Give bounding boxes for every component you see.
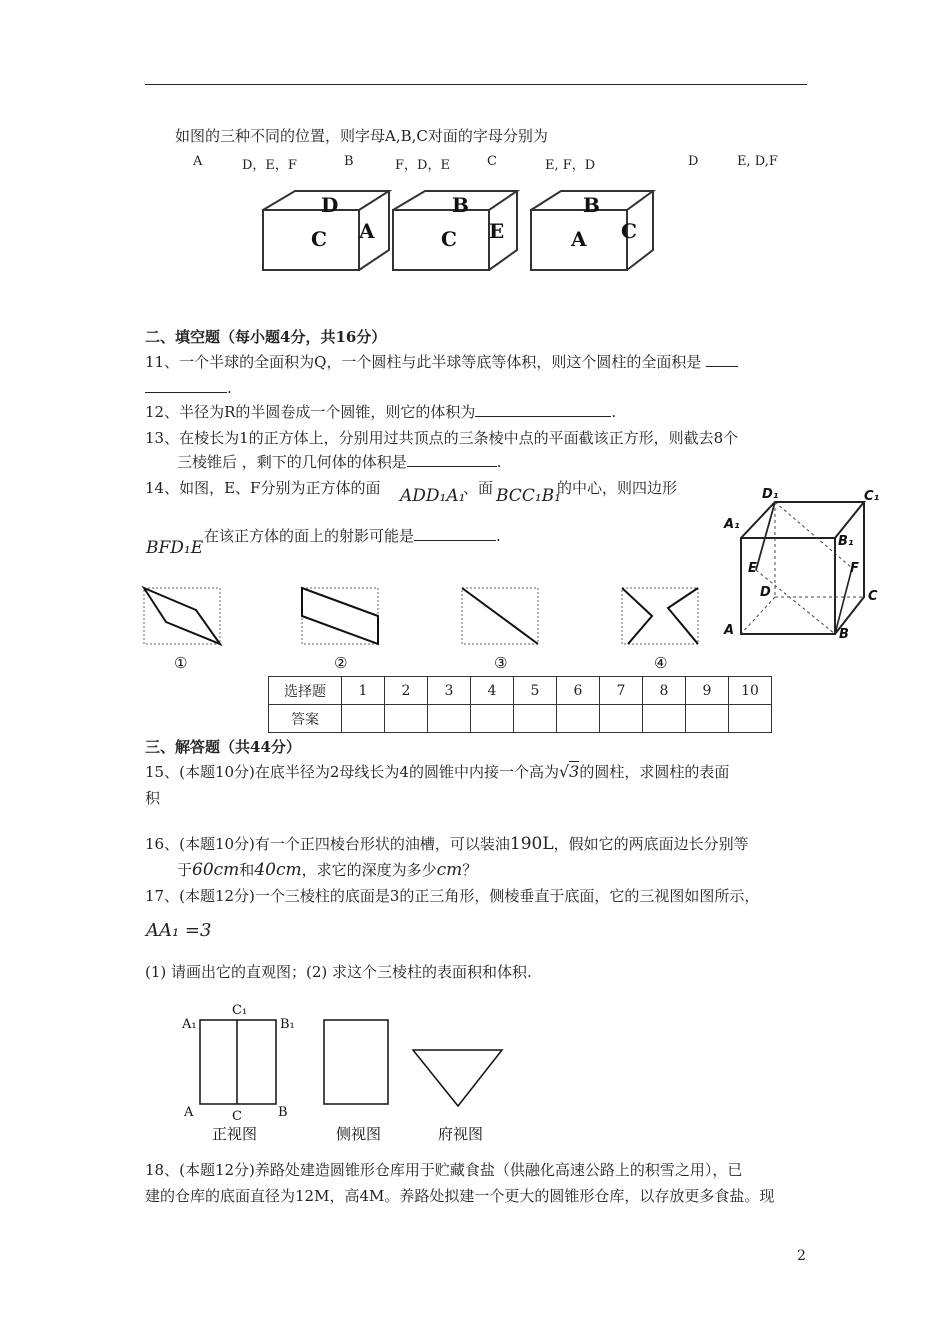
q11-text: 11、一个半球的全面积为Q，一个圆柱与此半球等底等体积，则这个圆柱的全面积是 <box>145 353 702 371</box>
q17-formula: AA₁ =3 <box>146 920 212 941</box>
q15-line1 <box>145 762 729 782</box>
q13-end: . <box>496 453 502 471</box>
q16-and: 和 <box>239 861 255 879</box>
row-header-choice: 选择题 <box>269 677 342 705</box>
answer-table-row-numbers <box>269 677 772 705</box>
cube1-top: D <box>321 193 339 217</box>
top-view-caption: 府视图 <box>438 1125 484 1143</box>
q14-part3-line <box>204 526 501 546</box>
cube1-side: A <box>359 219 375 243</box>
label-a: A <box>724 623 735 638</box>
q15-sqrt-value: 3 <box>569 762 580 781</box>
front-view-caption: 正视图 <box>212 1125 258 1143</box>
col-2: 2 <box>385 677 428 705</box>
option-a-value: D，E，F <box>242 158 297 173</box>
cube1-front: C <box>311 227 327 251</box>
q14-sep: 、面 <box>463 479 494 497</box>
option-c-value: E, F，D <box>545 158 596 173</box>
q14-quad: BFD₁E <box>146 538 204 558</box>
q12-end: . <box>611 403 617 421</box>
q11 <box>145 352 738 372</box>
q16-text-b: ，假如它的两底面边长分别等 <box>553 835 749 853</box>
q17-line3: (1) 请画出它的直观图；(2) 求这个三棱柱的表面积和体积. <box>145 963 532 981</box>
q13-text: 三棱锥后 ，剩下的几何体的体积是 <box>177 453 407 471</box>
section2-title: 二、填空题（每小题4分，共16分） <box>145 328 387 346</box>
col-10: 10 <box>729 677 772 705</box>
choice-1: ① <box>174 654 188 672</box>
col-7: 7 <box>600 677 643 705</box>
page-number: 2 <box>797 1248 806 1264</box>
option-d-label: D <box>688 154 699 169</box>
label-c1-view: C₁ <box>232 1003 248 1018</box>
q10-stem: 如图的三种不同的位置，则字母A,B,C对面的字母分别为 <box>175 127 548 145</box>
q18-line1: 18、(本题12分)养路处建造圆锥形仓库用于贮藏食盐（供融化高速公路上的积雪之用），已 <box>145 1161 743 1179</box>
answer-cell[interactable] <box>471 705 514 733</box>
choice-2: ② <box>334 654 348 672</box>
label-c: C <box>868 589 878 604</box>
option-b-label: B <box>344 154 354 169</box>
three-cubes-figure <box>255 186 665 276</box>
label-f: F <box>850 561 859 576</box>
q14-part3: 在该正方体的面上的射影可能是 <box>204 527 415 545</box>
option-a-label: A <box>193 154 203 169</box>
col-6: 6 <box>557 677 600 705</box>
q11-blank-a <box>706 366 738 367</box>
label-a1: A₁ <box>724 517 740 532</box>
answer-cell[interactable] <box>686 705 729 733</box>
option-c-label: C <box>487 154 497 169</box>
q14-part1: 14、如图，E、F分别为正方体的面 <box>145 479 381 497</box>
q11-end: . <box>227 379 232 397</box>
option-d-value: E, D,F <box>737 154 778 169</box>
cube3-top: B <box>583 193 600 217</box>
q14-choices-figure <box>136 582 716 676</box>
col-5: 5 <box>514 677 557 705</box>
label-e: E <box>748 561 757 576</box>
q16-side1: 60cm <box>192 860 240 880</box>
q12 <box>145 402 616 422</box>
q14-cube-figure <box>718 482 902 670</box>
answer-cell[interactable] <box>385 705 428 733</box>
q16-line2 <box>177 860 477 880</box>
answer-table-row-answers <box>269 705 772 733</box>
answer-cell[interactable] <box>643 705 686 733</box>
q14-face2: BCC₁B₁ <box>496 486 561 506</box>
q13-line1: 13、在棱长为1的正方体上，分别用过共顶点的三条棱中点的平面截该正方形，则截去8个 <box>145 429 739 447</box>
q11-blank-b <box>145 392 227 393</box>
label-d: D <box>760 585 771 600</box>
label-c1: C₁ <box>864 489 880 504</box>
q16-unit: cm <box>436 860 463 880</box>
q14-part2: 的中心，则四边形 <box>557 479 678 497</box>
q11-cont <box>145 378 232 398</box>
choice-4: ④ <box>654 654 668 672</box>
q12-blank <box>475 416 611 417</box>
col-8: 8 <box>643 677 686 705</box>
col-4: 4 <box>471 677 514 705</box>
answer-cell[interactable] <box>557 705 600 733</box>
label-a-view: A <box>184 1105 194 1120</box>
label-b: B <box>839 627 849 642</box>
q15-sqrt: √3 <box>558 762 580 781</box>
q14-face1: ADD₁A₁ <box>400 486 466 506</box>
cube2-side: E <box>489 219 505 243</box>
q15-text-a: 15、(本题10分)在底半径为2母线长为4的圆锥中内接一个高为 <box>145 763 559 781</box>
answer-cell[interactable] <box>428 705 471 733</box>
q13-line2 <box>177 452 502 472</box>
q16-qmark: ？ <box>462 861 478 879</box>
cube3-side: C <box>621 219 637 243</box>
q14-blank <box>414 540 496 541</box>
q16-text-a: 16、(本题10分)有一个正四棱台形状的油槽，可以装油 <box>145 835 510 853</box>
answer-cell[interactable] <box>342 705 385 733</box>
header-rule <box>145 84 807 85</box>
cube3-front: A <box>571 227 587 251</box>
answer-cell[interactable] <box>600 705 643 733</box>
q13-blank <box>407 466 497 467</box>
label-c-view: C <box>232 1109 242 1124</box>
section3-title: 三、解答题（共44分） <box>145 738 301 756</box>
answer-table <box>268 676 772 733</box>
col-9: 9 <box>686 677 729 705</box>
q15-line2: 积 <box>145 789 161 807</box>
row-header-answer: 答案 <box>269 705 342 733</box>
label-b1: B₁ <box>838 534 854 549</box>
q16-line1 <box>145 834 749 854</box>
q14-end: . <box>496 527 501 545</box>
q12-text: 12、半径为R的半圆卷成一个圆锥，则它的体积为 <box>145 403 476 421</box>
q16-text-d: ，求它的深度为多少 <box>301 861 437 879</box>
option-b-value: F，D，E <box>395 158 450 173</box>
q17-three-views <box>176 998 516 1148</box>
q15-text-b: 的圆柱，求圆柱的表面 <box>579 763 730 781</box>
q17-line1: 17、(本题12分)一个三棱柱的底面是3的正三角形，侧棱垂直于底面，它的三视图如图所示， <box>145 887 760 905</box>
cube2-front: C <box>441 227 457 251</box>
q18-line2: 建的仓库的底面直径为12M，高4M。养路处拟建一个更大的圆锥形仓库，以存放更多食盐。现 <box>145 1187 775 1205</box>
col-1: 1 <box>342 677 385 705</box>
q16-side2: 40cm <box>254 860 302 880</box>
choice-3: ③ <box>494 654 508 672</box>
q16-volume: 190L <box>509 834 554 854</box>
answer-cell[interactable] <box>729 705 772 733</box>
answer-cell[interactable] <box>514 705 557 733</box>
label-a1-view: A₁ <box>182 1017 197 1032</box>
label-d1: D₁ <box>762 487 779 502</box>
q16-text-c: 于 <box>177 861 193 879</box>
label-b-view: B <box>278 1105 288 1120</box>
side-view-caption: 侧视图 <box>336 1125 382 1143</box>
label-b1-view: B₁ <box>280 1017 295 1032</box>
cube2-top: B <box>452 193 469 217</box>
col-3: 3 <box>428 677 471 705</box>
